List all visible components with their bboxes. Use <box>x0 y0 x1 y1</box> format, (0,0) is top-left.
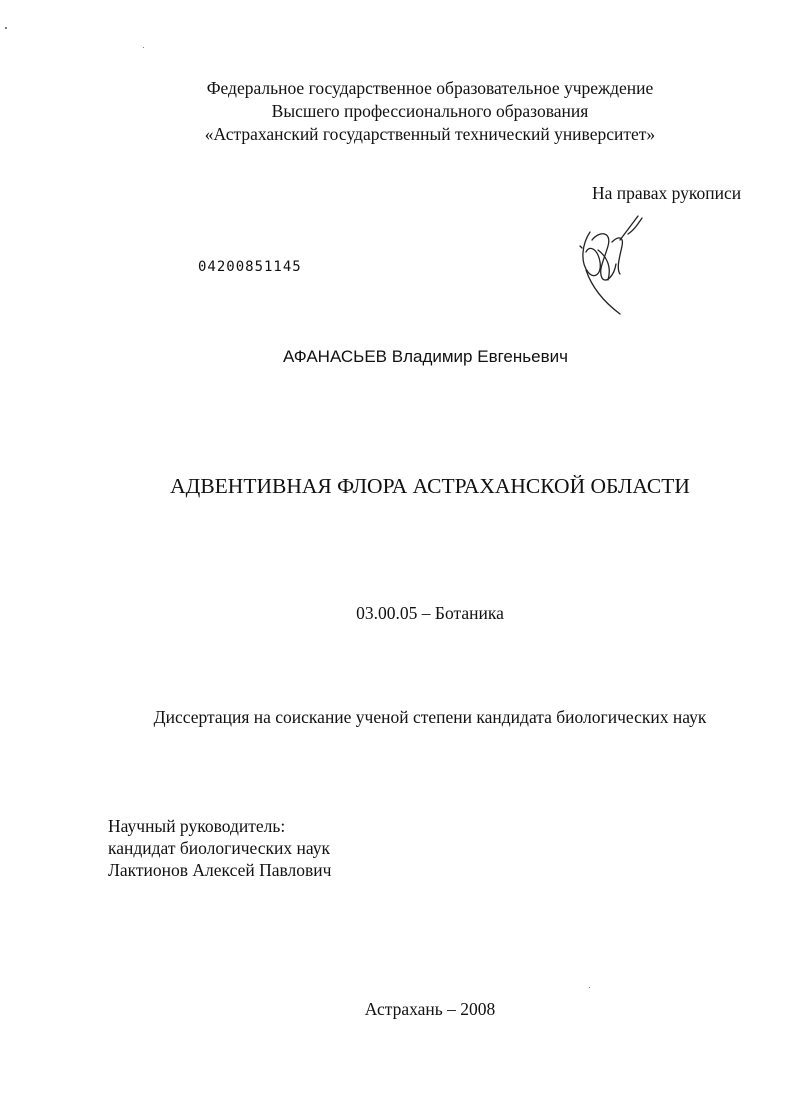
supervisor-degree: кандидат биологических наук <box>108 838 330 858</box>
supervisor-block <box>108 815 331 881</box>
author-name: АФАНАСЬЕВ Владимир Евгеньевич <box>283 347 568 366</box>
scan-speck <box>143 47 144 48</box>
institution-line: «Астраханский государственный технический университет» <box>204 124 656 144</box>
supervisor-name: Лактионов Алексей Павлович <box>108 860 332 880</box>
degree-statement: Диссертация на соискание ученой степени кандидата биологических наук <box>153 707 707 727</box>
dissertation-title: АДВЕНТИВНАЯ ФЛОРА АСТРАХАНСКОЙ ОБЛАСТИ <box>170 474 690 498</box>
scan-speck <box>589 987 590 988</box>
institution-header <box>0 77 793 146</box>
registration-code: 04200851145 <box>198 259 302 275</box>
scan-speck <box>5 27 7 29</box>
institution-line: Федеральное государственное образовательное учреждение <box>206 78 654 98</box>
specialty-code: 03.00.05 – Ботаника <box>356 603 504 623</box>
institution-line: Высшего профессионального образования <box>271 101 589 121</box>
manuscript-rights-note: На правах рукописи <box>592 183 742 203</box>
supervisor-label: Научный руководитель: <box>108 816 286 836</box>
place-and-year: Астрахань – 2008 <box>364 999 496 1019</box>
handwritten-signature <box>572 210 652 318</box>
